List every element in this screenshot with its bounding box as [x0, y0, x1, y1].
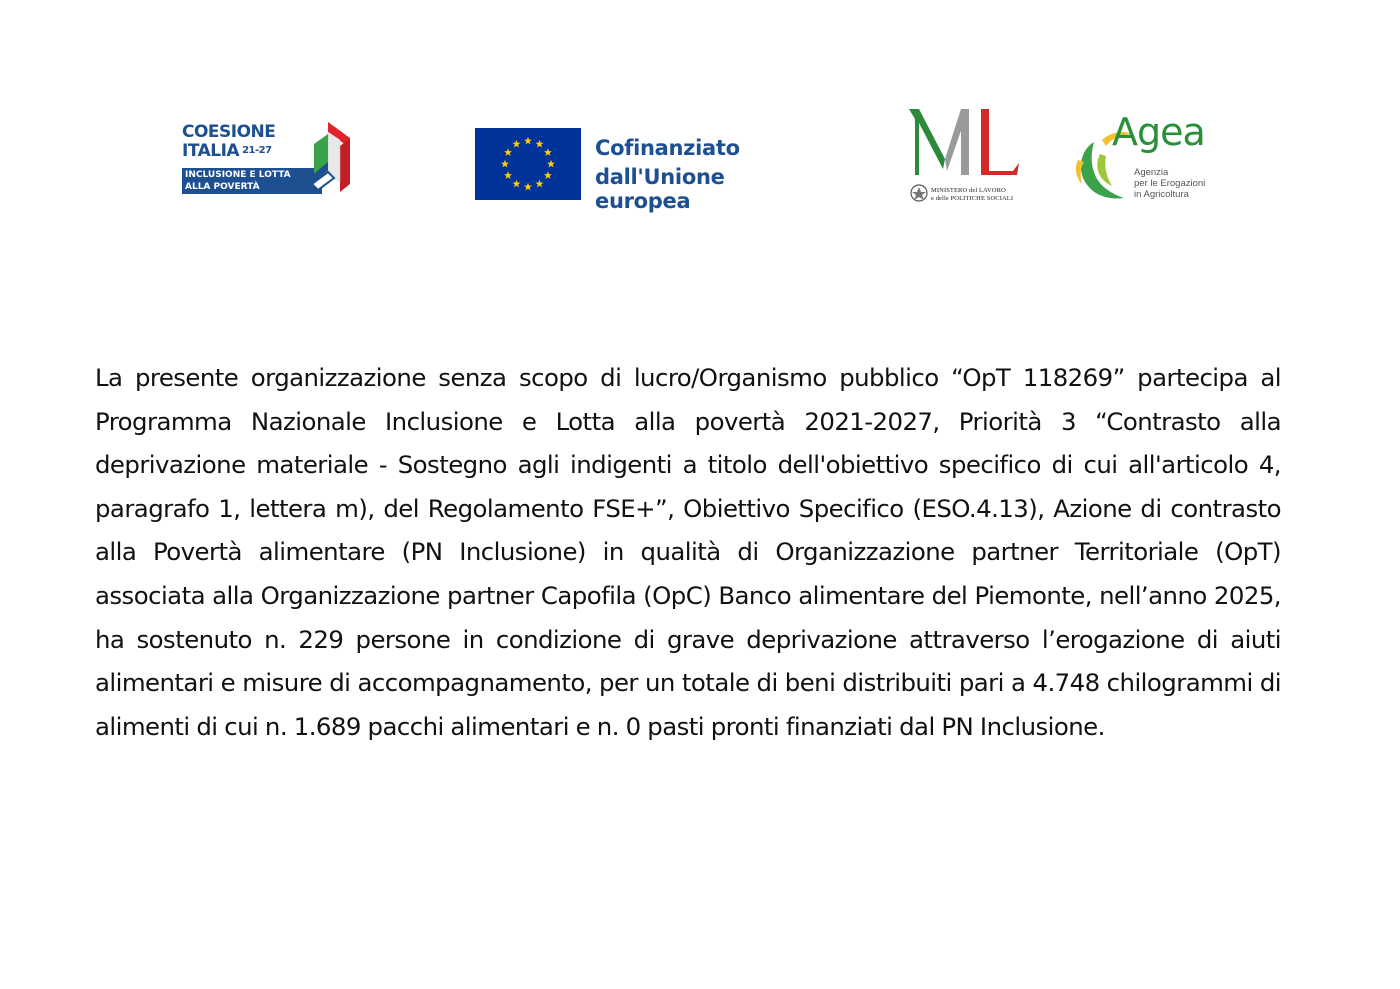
ministero-text-line1: MINISTERO del LAVORO	[931, 187, 1006, 194]
eu-flag-icon	[475, 128, 581, 200]
coesione-band-line2: ALLA POVERTÀ	[185, 182, 260, 192]
coesione-subtitle	[182, 141, 272, 161]
coesione-italia-logo	[182, 120, 372, 200]
agea-sub-line2: per le Erogazioni	[1134, 178, 1206, 189]
coesione-band-line1: INCLUSIONE E LOTTA	[185, 170, 291, 180]
ministero-lavoro-logo	[905, 105, 1030, 207]
coesione-italia-text: ITALIA	[182, 141, 240, 161]
eu-text-line1: Cofinanziato	[595, 136, 740, 160]
eu-cofinanced-logo	[475, 128, 825, 213]
ministero-text-line2: e delle POLITICHE SOCIALI	[931, 195, 1014, 202]
coesione-title: COESIONE	[182, 122, 276, 142]
agea-sub-line1: Agenzia	[1134, 167, 1169, 178]
coesione-tricolor-icon	[298, 122, 370, 200]
eu-text-line2: dall'Unione europea	[595, 165, 725, 213]
agea-logo	[1072, 110, 1207, 210]
body-paragraph: La presente organizzazione senza scopo di lucro/Organismo pubblico “OpT 118269” partecipa al Programma Nazionale Inclusione e Lotta alla povertà 2021-2027, Priorità 3 “Contrasto alla deprivazione materiale - Sostegno agli indigenti a titolo dell'obiettivo specifico di cui all'articolo 4, paragrafo 1, lettera m), del Regolamento FSE+”, Obiettivo Specifico (ESO.4.13), Azione di contrasto alla Povertà alimentare (PN Inclusione) in qualità di Organizzazione partner Territoriale (OpT) associata alla Organizzazione partner Capofila (OpC) Banco alimentare del Piemonte, nell’anno 2025, ha sostenuto n. 229 persone in condizione di grave deprivazione attraverso l’erogazione di aiuti alimentari e misure di accompagnamento, per un totale di beni distribuiti pari a 4.748 chilogrammi di alimenti di cui n. 1.689 pacchi alimentari e n. 0 pasti pronti finanziati dal PN Inclusione.	[95, 363, 1281, 741]
agea-sub-line3: in Agricoltura	[1134, 189, 1189, 200]
agea-name: Agea	[1112, 110, 1205, 154]
coesione-years: 21-27	[242, 145, 272, 156]
